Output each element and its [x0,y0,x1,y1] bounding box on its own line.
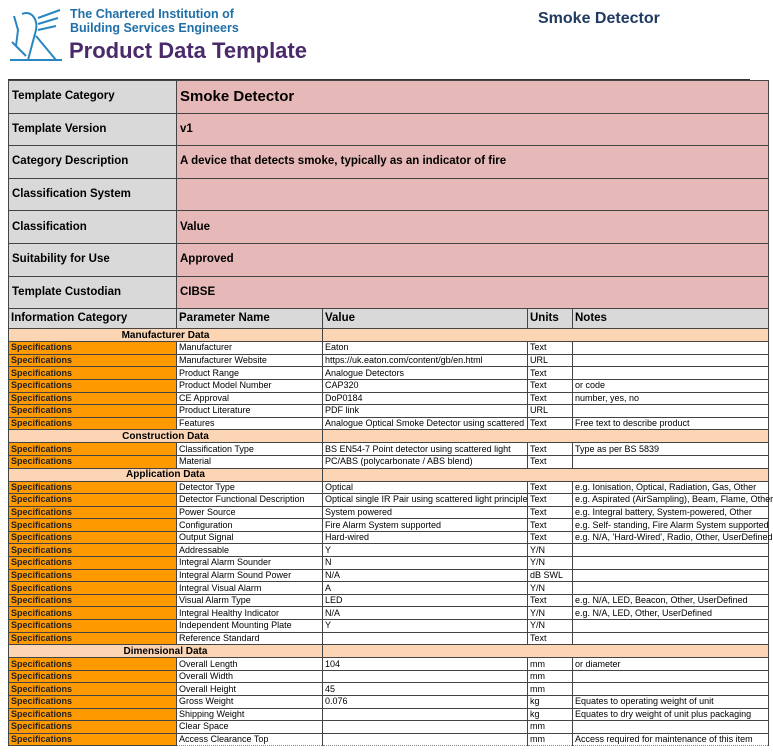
info-label: Classification System [9,178,177,211]
units-cell[interactable]: Text [528,443,573,456]
value-cell[interactable]: Optical [323,481,528,494]
units-cell[interactable]: Text [528,632,573,645]
units-cell[interactable]: mm [528,658,573,671]
template-info-row [9,146,769,179]
value-cell[interactable]: Analogue Optical Smoke Detector using scattered [323,417,528,430]
section-title: Manufacturer Data [9,329,323,342]
info-value[interactable]: CIBSE [177,276,769,309]
value-cell[interactable]: 104 [323,658,528,671]
notes-cell[interactable]: Equates to dry weight of unit plus packaging [573,708,769,721]
parameter-name-cell[interactable]: Visual Alarm Type [177,594,323,607]
section-fill [323,430,769,443]
information-category-cell: Specifications [9,392,177,405]
notes-cell[interactable] [573,632,769,645]
information-category-cell: Specifications [9,354,177,367]
section-title: Application Data [9,468,323,481]
units-cell[interactable]: Text [528,455,573,468]
notes-cell[interactable]: e.g. N/A, 'Hard-Wired', Radio, Other, UserDefined [573,531,769,544]
table-row [9,658,769,671]
information-category-cell: Specifications [9,696,177,709]
table-row [9,342,769,355]
table-row [9,721,769,734]
table-row [9,607,769,620]
table-row [9,506,769,519]
notes-cell[interactable]: e.g. N/A, LED, Other, UserDefined [573,607,769,620]
units-cell[interactable]: kg [528,696,573,709]
section-header-row [9,430,769,443]
notes-cell[interactable]: or code [573,379,769,392]
notes-cell[interactable]: e.g. Integral battery, System-powered, Other [573,506,769,519]
notes-cell[interactable]: e.g. Self- standing, Fire Alarm System supported [573,519,769,532]
table-row [9,670,769,683]
units-cell[interactable]: Text [528,494,573,507]
section-header-row [9,645,769,658]
value-cell[interactable]: BS EN54-7 Point detector using scattered light [323,443,528,456]
notes-cell[interactable] [573,569,769,582]
units-cell[interactable]: Text [528,379,573,392]
info-label: Classification [9,211,177,244]
info-value[interactable]: Smoke Detector [177,81,769,114]
value-cell[interactable]: Hard-wired [323,531,528,544]
notes-cell[interactable] [573,721,769,734]
value-cell[interactable] [323,670,528,683]
parameter-name-cell[interactable]: Product Literature [177,405,323,418]
table-row [9,683,769,696]
template-info-row [9,276,769,309]
information-category-cell: Specifications [9,620,177,633]
notes-cell[interactable] [573,557,769,570]
page-title: Smoke Detector [538,10,660,27]
information-category-cell: Specifications [9,417,177,430]
units-cell[interactable]: kg [528,708,573,721]
units-cell[interactable]: Y/N [528,582,573,595]
table-row [9,620,769,633]
info-label: Template Custodian [9,276,177,309]
notes-cell[interactable] [573,405,769,418]
value-cell[interactable]: Fire Alarm System supported [323,519,528,532]
notes-cell[interactable] [573,455,769,468]
table-row [9,519,769,532]
information-category-cell: Specifications [9,379,177,392]
notes-cell[interactable]: Free text to describe product [573,417,769,430]
parameter-name-cell[interactable]: Shipping Weight [177,708,323,721]
parameter-name-cell[interactable]: Power Source [177,506,323,519]
table-row [9,733,769,746]
parameter-name-cell[interactable]: Gross Weight [177,696,323,709]
value-cell[interactable]: PC/ABS (polycarbonate / ABS blend) [323,455,528,468]
table-row [9,569,769,582]
info-label: Suitability for Use [9,243,177,276]
information-category-cell: Specifications [9,367,177,380]
units-cell[interactable]: Text [528,392,573,405]
notes-cell[interactable] [573,367,769,380]
notes-cell[interactable] [573,354,769,367]
section-fill [323,468,769,481]
parameter-name-cell[interactable]: Independent Mounting Plate [177,620,323,633]
info-label: Template Category [9,81,177,114]
notes-cell[interactable] [573,342,769,355]
notes-cell[interactable]: Access required for maintenance of this item [573,733,769,746]
table-row [9,455,769,468]
column-header-row [9,309,769,329]
notes-cell[interactable]: e.g. Aspirated (AirSampling), Beam, Flame, Other [573,494,769,507]
information-category-cell: Specifications [9,443,177,456]
value-cell[interactable]: N/A [323,569,528,582]
parameter-name-cell[interactable]: Reference Standard [177,632,323,645]
value-cell[interactable]: CAP320 [323,379,528,392]
info-value[interactable]: Value [177,211,769,244]
information-category-cell: Specifications [9,607,177,620]
parameter-name-cell[interactable]: Addressable [177,544,323,557]
table-row [9,557,769,570]
column-header: Value [323,309,528,329]
info-value[interactable]: v1 [177,113,769,146]
information-category-cell: Specifications [9,658,177,671]
value-cell[interactable]: Optical single IR Pair using scattered light principle [323,494,528,507]
information-category-cell: Specifications [9,531,177,544]
table-row [9,392,769,405]
units-cell[interactable]: mm [528,733,573,746]
notes-cell[interactable] [573,670,769,683]
value-cell[interactable] [323,733,528,746]
section-header-row [9,329,769,342]
notes-cell[interactable]: Equates to operating weight of unit [573,696,769,709]
parameter-name-cell[interactable]: Integral Visual Alarm [177,582,323,595]
information-category-cell: Specifications [9,632,177,645]
section-fill [323,645,769,658]
units-cell[interactable]: URL [528,405,573,418]
parameter-name-cell[interactable]: Integral Healthy Indicator [177,607,323,620]
information-category-cell: Specifications [9,405,177,418]
parameter-name-cell[interactable]: Integral Alarm Sounder [177,557,323,570]
parameter-name-cell[interactable]: Product Range [177,367,323,380]
parameter-name-cell[interactable]: Material [177,455,323,468]
units-cell[interactable]: Text [528,519,573,532]
notes-cell[interactable]: number, yes, no [573,392,769,405]
template-info-row [9,113,769,146]
information-category-cell: Specifications [9,544,177,557]
info-label: Template Version [9,113,177,146]
information-category-cell: Specifications [9,721,177,734]
units-cell[interactable]: mm [528,683,573,696]
parameter-name-cell[interactable]: Overall Height [177,683,323,696]
column-header: Parameter Name [177,309,323,329]
info-label: Category Description [9,146,177,179]
info-value[interactable] [177,178,769,211]
parameter-name-cell[interactable]: Overall Length [177,658,323,671]
column-header: Notes [573,309,769,329]
information-category-cell: Specifications [9,342,177,355]
table-row [9,696,769,709]
table-row [9,481,769,494]
table-row [9,582,769,595]
notes-cell[interactable] [573,683,769,696]
information-category-cell: Specifications [9,594,177,607]
parameter-name-cell[interactable]: Detector Functional Description [177,494,323,507]
notes-cell[interactable]: e.g. N/A, LED, Beacon, Other, UserDefined [573,594,769,607]
value-cell[interactable]: A [323,582,528,595]
information-category-cell: Specifications [9,506,177,519]
template-info-row [9,178,769,211]
information-category-cell: Specifications [9,582,177,595]
value-cell[interactable]: 45 [323,683,528,696]
parameter-name-cell[interactable]: Configuration [177,519,323,532]
notes-cell[interactable] [573,582,769,595]
table-row [9,379,769,392]
parameter-name-cell[interactable]: Product Model Number [177,379,323,392]
units-cell[interactable]: Y/N [528,557,573,570]
value-cell[interactable]: Y [323,620,528,633]
value-cell[interactable] [323,708,528,721]
parameter-name-cell[interactable]: Output Signal [177,531,323,544]
parameter-name-cell[interactable]: Manufacturer Website [177,354,323,367]
units-cell[interactable]: URL [528,354,573,367]
section-fill [323,329,769,342]
product-data-template-title: Product Data Template [69,38,307,63]
template-info-row [9,243,769,276]
value-cell[interactable]: DoP0184 [323,392,528,405]
cibse-logo [8,6,64,64]
parameter-name-cell[interactable]: Overall Width [177,670,323,683]
notes-cell[interactable]: Type as per BS 5839 [573,443,769,456]
information-category-cell: Specifications [9,569,177,582]
parameter-name-cell[interactable]: Detector Type [177,481,323,494]
value-cell[interactable]: System powered [323,506,528,519]
notes-cell[interactable]: e.g. Ionisation, Optical, Radiation, Gas, Other [573,481,769,494]
institution-name: The Chartered Institution of Building Services Engineers [70,7,239,35]
units-cell[interactable]: Text [528,506,573,519]
parameter-name-cell[interactable]: Access Clearance Top [177,733,323,746]
info-value[interactable]: Approved [177,243,769,276]
column-header: Information Category [9,309,177,329]
value-cell[interactable]: PDF link [323,405,528,418]
value-cell[interactable]: Analogue Detectors [323,367,528,380]
table-row [9,443,769,456]
information-category-cell: Specifications [9,494,177,507]
value-cell[interactable]: N [323,557,528,570]
information-category-cell: Specifications [9,557,177,570]
notes-cell[interactable] [573,544,769,557]
value-cell[interactable]: Eaton [323,342,528,355]
table-row [9,632,769,645]
notes-cell[interactable]: or diameter [573,658,769,671]
table-row [9,494,769,507]
section-title: Dimensional Data [9,645,323,658]
table-row [9,531,769,544]
value-cell[interactable] [323,632,528,645]
information-category-cell: Specifications [9,733,177,746]
parameter-name-cell[interactable]: Clear Space [177,721,323,734]
information-category-cell: Specifications [9,670,177,683]
value-cell[interactable]: https://uk.eaton.com/content/gb/en.html [323,354,528,367]
template-info-row [9,211,769,244]
value-cell[interactable]: LED [323,594,528,607]
units-cell[interactable]: Text [528,342,573,355]
template-info-row [9,81,769,114]
table-row [9,708,769,721]
units-cell[interactable]: Y/N [528,544,573,557]
notes-cell[interactable] [573,620,769,633]
units-cell[interactable]: Y/N [528,620,573,633]
units-cell[interactable]: Text [528,481,573,494]
table-row [9,367,769,380]
column-header: Units [528,309,573,329]
information-category-cell: Specifications [9,519,177,532]
information-category-cell: Specifications [9,481,177,494]
units-cell[interactable]: Text [528,531,573,544]
parameter-name-cell[interactable]: Classification Type [177,443,323,456]
information-category-cell: Specifications [9,708,177,721]
value-cell[interactable]: N/A [323,607,528,620]
parameter-name-cell[interactable]: CE Approval [177,392,323,405]
info-value[interactable]: A device that detects smoke, typically as an indicator of fire [177,146,769,179]
units-cell[interactable]: Text [528,367,573,380]
units-cell[interactable]: dB SWL [528,569,573,582]
table-row [9,354,769,367]
value-cell[interactable] [323,721,528,734]
units-cell[interactable]: mm [528,670,573,683]
table-row [9,544,769,557]
units-cell[interactable]: mm [528,721,573,734]
parameter-name-cell[interactable]: Manufacturer [177,342,323,355]
parameter-name-cell[interactable]: Integral Alarm Sound Power [177,569,323,582]
value-cell[interactable]: 0.076 [323,696,528,709]
information-category-cell: Specifications [9,683,177,696]
information-category-cell: Specifications [9,455,177,468]
units-cell[interactable]: Text [528,417,573,430]
table-row [9,405,769,418]
table-row [9,417,769,430]
value-cell[interactable]: Y [323,544,528,557]
table-row [9,594,769,607]
units-cell[interactable]: Text [528,594,573,607]
product-data-table [8,80,773,746]
section-header-row [9,468,769,481]
section-title: Construction Data [9,430,323,443]
parameter-name-cell[interactable]: Features [177,417,323,430]
units-cell[interactable]: Y/N [528,607,573,620]
